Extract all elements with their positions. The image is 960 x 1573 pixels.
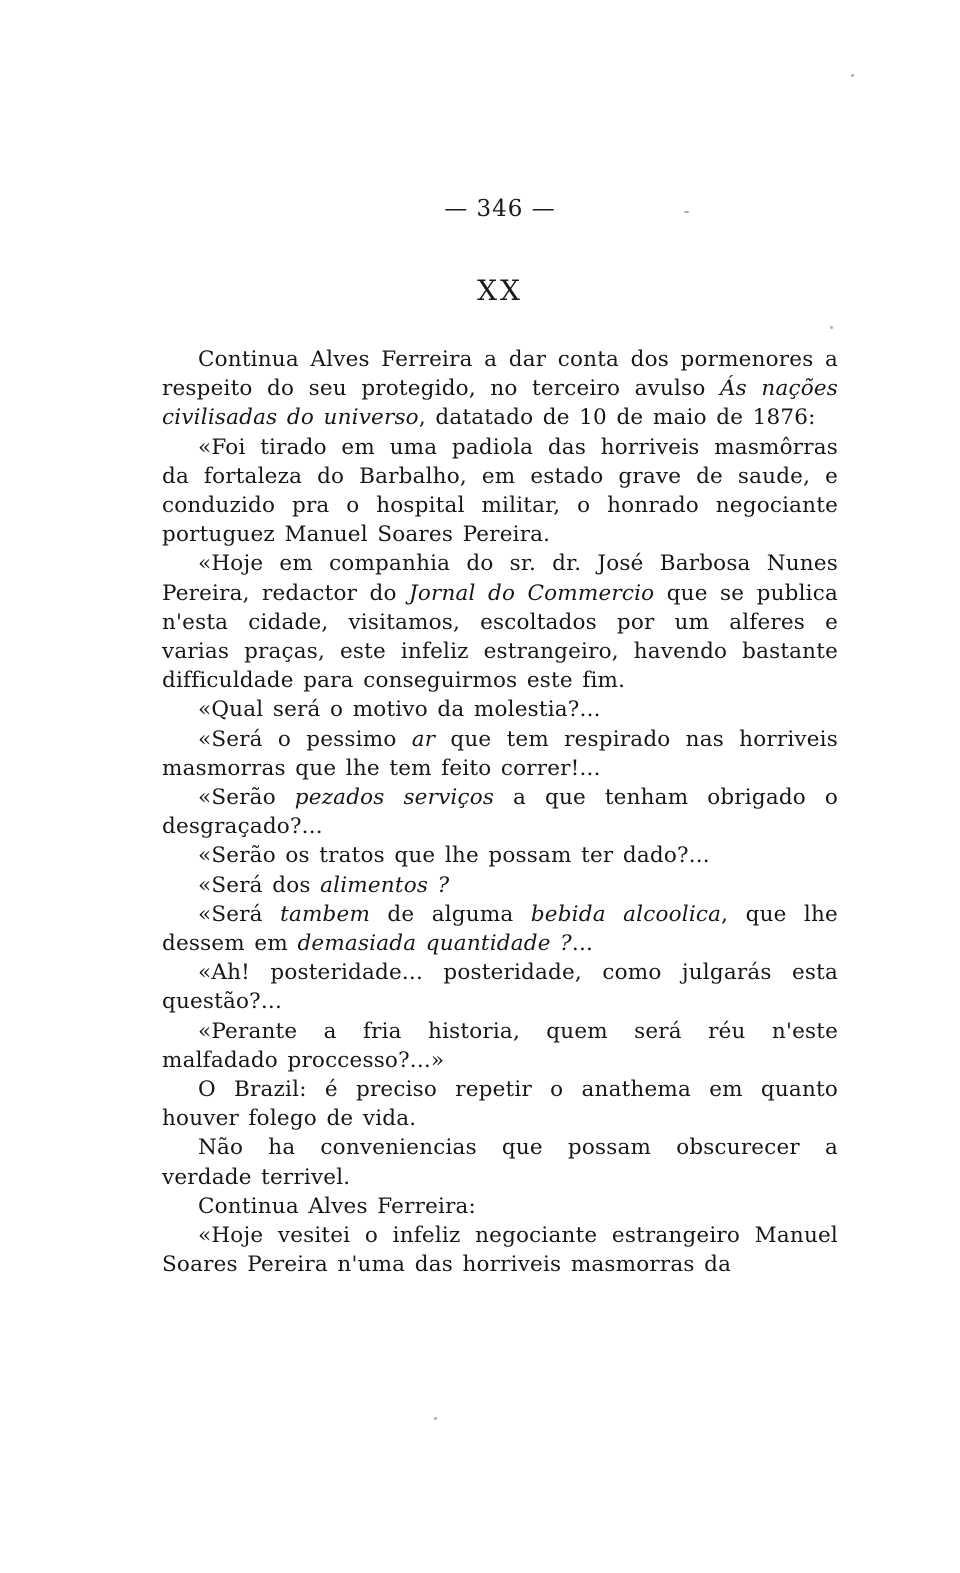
text-segment: O Brazil: é preciso repetir o anathema em quanto houver folego de vida.	[162, 1077, 838, 1132]
text-segment: Ás nações civilisadas do universo	[162, 376, 839, 431]
text-segment: «Será o pessimo	[198, 726, 412, 752]
paragraph	[162, 725, 838, 783]
paragraph	[162, 695, 838, 724]
paragraph	[162, 958, 838, 1016]
paragraph	[162, 1133, 838, 1191]
text-segment: «Serão	[198, 785, 295, 811]
text-segment: alimentos ?	[320, 872, 450, 898]
text-segment: ar	[411, 726, 436, 752]
text-segment: bebida alcoolica	[530, 901, 722, 927]
text-segment: Não ha conveniencias que possam obscurecer a verdade terrivel.	[162, 1135, 838, 1190]
text-segment: «Será	[198, 901, 281, 927]
text-segment: «Qual será o motivo da molestia?...	[198, 697, 601, 723]
paragraph	[162, 841, 838, 870]
text-segment: de alguma	[370, 901, 531, 927]
paragraph	[162, 783, 838, 841]
text-segment: «Hoje vesitei o infeliz negociante estrangeiro Manuel Soares Pereira n'uma das horriveis masmorras da	[162, 1223, 838, 1278]
paragraph	[162, 433, 838, 550]
text-segment: pezados serviços	[294, 785, 495, 811]
page-number: — 346 —	[444, 196, 556, 222]
text-segment: «Perante a fria historia, quem será réu n'este malfadado proccesso?...»	[162, 1018, 838, 1073]
paragraph	[162, 345, 838, 433]
text-segment: a que tenham obrigado o desgraçado?...	[162, 785, 839, 840]
text-segment: «Será dos	[198, 872, 321, 898]
text-segment: Jornal do Commercio	[409, 580, 655, 606]
text-segment: demasiada quantidade ?	[297, 931, 572, 957]
text-segment: que se publica n'esta cidade, visitamos, escoltados por um alferes e varias praças, este infeliz estrangeiro, havendo bastante difficuldade para conseguirmos este fim.	[162, 580, 838, 694]
paragraph	[162, 1075, 838, 1133]
text-segment: «Ah! posteridade... posteridade, como julgarás esta questão?...	[162, 960, 838, 1015]
text-segment: «Foi tirado em uma padiola das horriveis masmôrras da fortaleza do Barbalho, em estado grave de saude, e conduzido pra o hospital militar, o honrado negociante portuguez Manuel Soares Pereira.	[162, 434, 838, 548]
text-segment: , que lhe dessem em	[162, 901, 838, 957]
text-segment: Continua Alves Ferreira a dar conta dos pormenores a respeito do seu protegido, no terceiro avulso	[162, 347, 838, 402]
text-segment: ...	[571, 931, 594, 957]
paragraph	[162, 1192, 838, 1221]
text-segment: «Hoje em companhia do sr. dr. José Barbosa Nunes Pereira, redactor do	[162, 551, 838, 606]
text-segment: , datatado de 10 de maio de 1876:	[418, 405, 816, 431]
page-body	[162, 345, 838, 1280]
paragraph	[162, 549, 838, 695]
paragraph	[162, 1017, 838, 1075]
paragraph	[162, 900, 838, 958]
text-block	[162, 196, 838, 1280]
chapter-heading: XX	[477, 274, 523, 307]
text-segment: «Serão os tratos que lhe possam ter dado?...	[198, 843, 710, 869]
text-segment: Continua Alves Ferreira:	[198, 1193, 477, 1219]
text-segment: tambem	[280, 901, 371, 927]
scan-speck	[851, 74, 854, 77]
scan-speck	[434, 1417, 437, 1420]
text-segment: que tem respirado nas horriveis masmorras que lhe tem feito correr!...	[162, 726, 838, 781]
paragraph	[162, 1221, 838, 1279]
paragraph	[162, 871, 838, 900]
